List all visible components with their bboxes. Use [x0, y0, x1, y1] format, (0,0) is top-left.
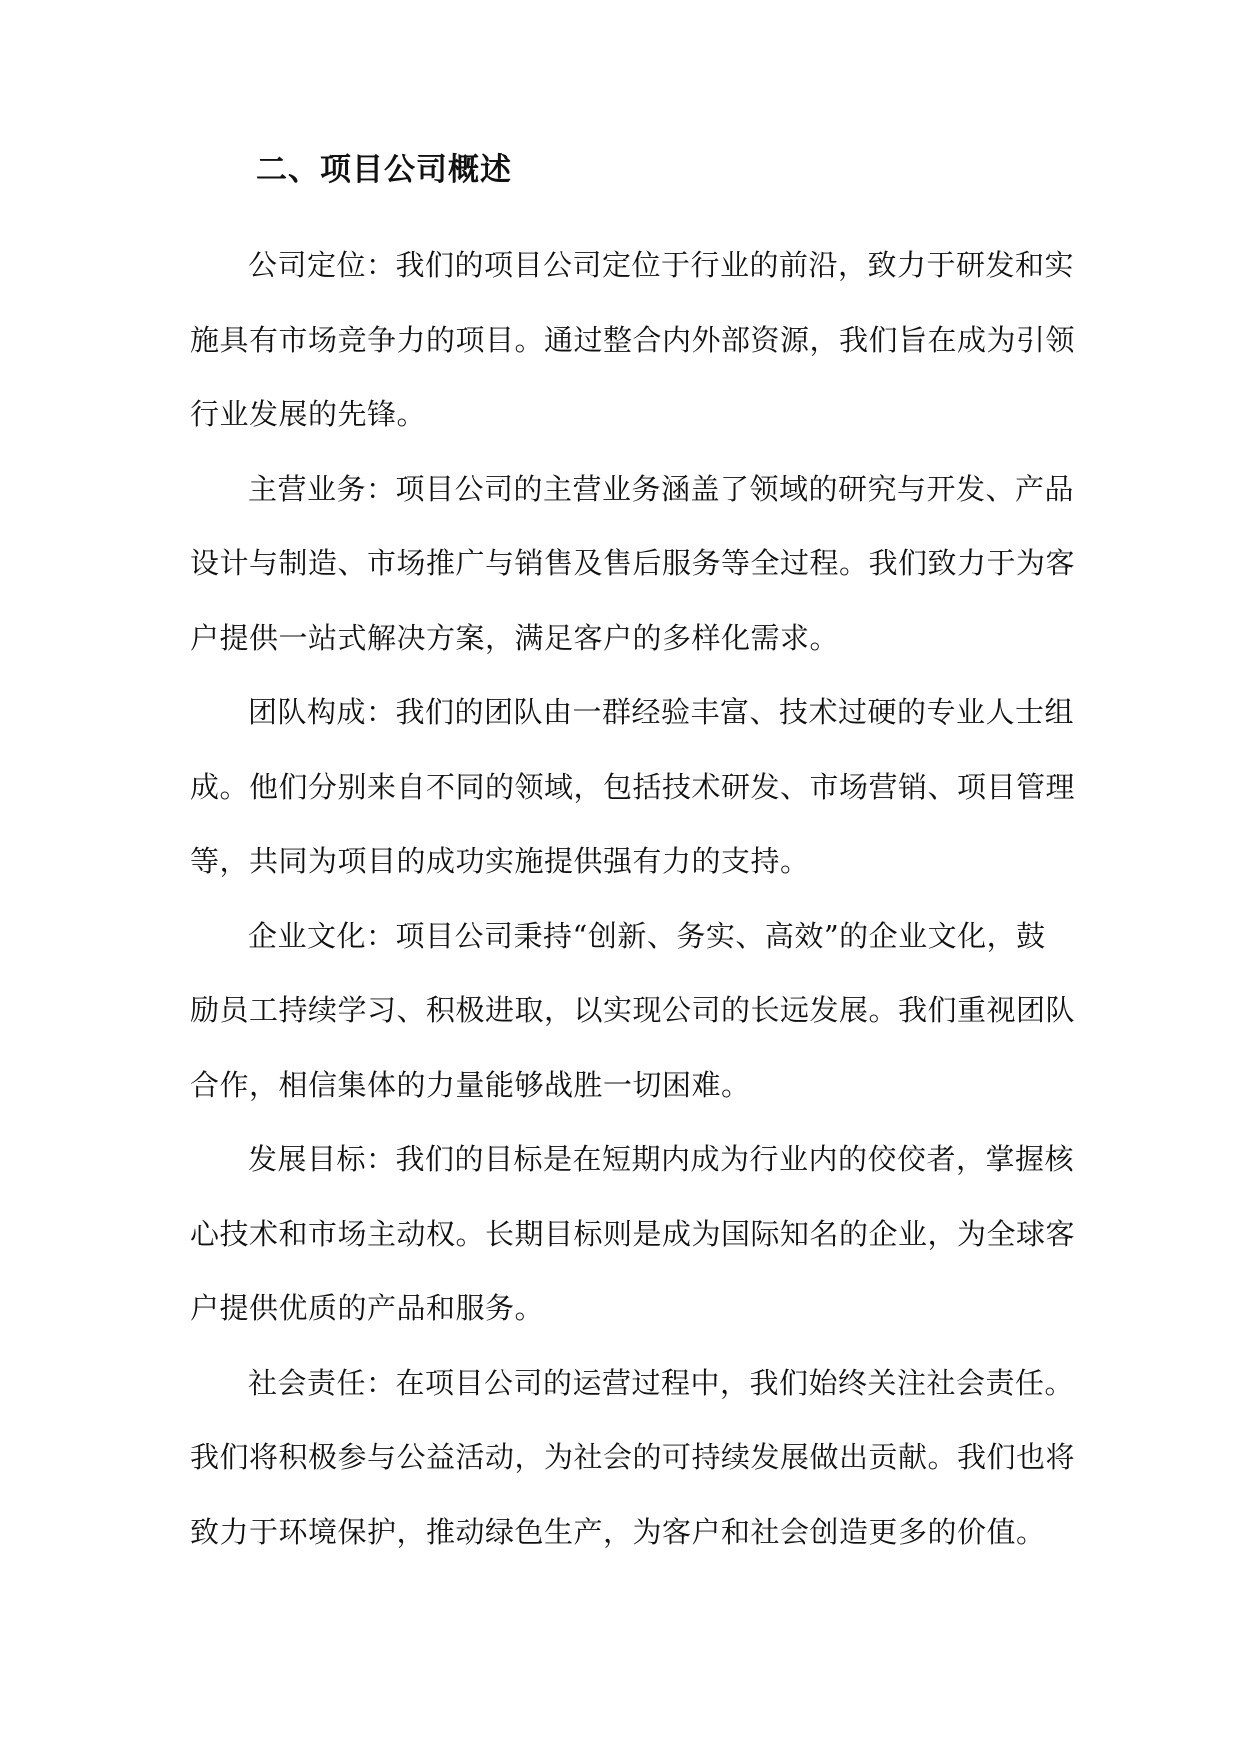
section-heading: 二、项目公司概述 — [256, 152, 512, 188]
paragraph-line: 励员工持续学习、积极进取，以实现公司的长远发展。我们重视团队 — [190, 993, 1076, 1027]
paragraph-line: 施具有市场竞争力的项目。通过整合内外部资源，我们旨在成为引领 — [190, 322, 1076, 357]
paragraph-line: 等，共同为项目的成功实施提供强有力的支持。 — [190, 844, 810, 878]
paragraph-line: 户提供优质的产品和服务。 — [190, 1291, 545, 1325]
paragraph-line: 致力于环境保护，推动绿色生产，为客户和社会创造更多的价值。 — [190, 1514, 1046, 1549]
paragraph-line: 主营业务：项目公司的主营业务涵盖了领域的研究与开发、产品 — [248, 471, 1075, 506]
paragraph-line: 社会责任：在项目公司的运营过程中，我们始终关注社会责任。 — [248, 1365, 1075, 1400]
paragraph-line: 成。他们分别来自不同的领域，包括技术研发、市场营销、项目管理 — [190, 769, 1076, 804]
paragraph-line: 户提供一站式解决方案，满足客户的多样化需求。 — [190, 620, 840, 655]
paragraph-line: 行业发展的先锋。 — [190, 397, 427, 431]
paragraph-corporate-culture — [190, 899, 1076, 1123]
paragraph-line: 心技术和市场主动权。长期目标则是成为国际知名的企业，为全球客 — [190, 1216, 1076, 1251]
document-body — [190, 228, 1076, 1569]
paragraph-line: 发展目标：我们的目标是在短期内成为行业内的佼佼者，掌握核 — [248, 1142, 1075, 1176]
paragraph-team-composition — [190, 675, 1076, 899]
paragraph-main-business — [190, 452, 1076, 676]
paragraph-line: 合作，相信集体的力量能够战胜一切困难。 — [190, 1067, 751, 1102]
paragraph-line: 公司定位：我们的项目公司定位于行业的前沿，致力于研发和实 — [248, 248, 1075, 282]
paragraph-social-responsibility — [190, 1346, 1076, 1570]
paragraph-line: 我们将积极参与公益活动，为社会的可持续发展做出贡献。我们也将 — [190, 1440, 1076, 1474]
paragraph-line: 企业文化：项目公司秉持“创新、务实、高效”的企业文化，鼓 — [248, 918, 1046, 953]
paragraph-line: 团队构成：我们的团队由一群经验丰富、技术过硬的专业人士组 — [248, 695, 1075, 729]
paragraph-development-goals — [190, 1122, 1076, 1346]
paragraph-line: 设计与制造、市场推广与销售及售后服务等全过程。我们致力于为客 — [190, 546, 1076, 580]
paragraph-company-positioning — [190, 228, 1076, 452]
